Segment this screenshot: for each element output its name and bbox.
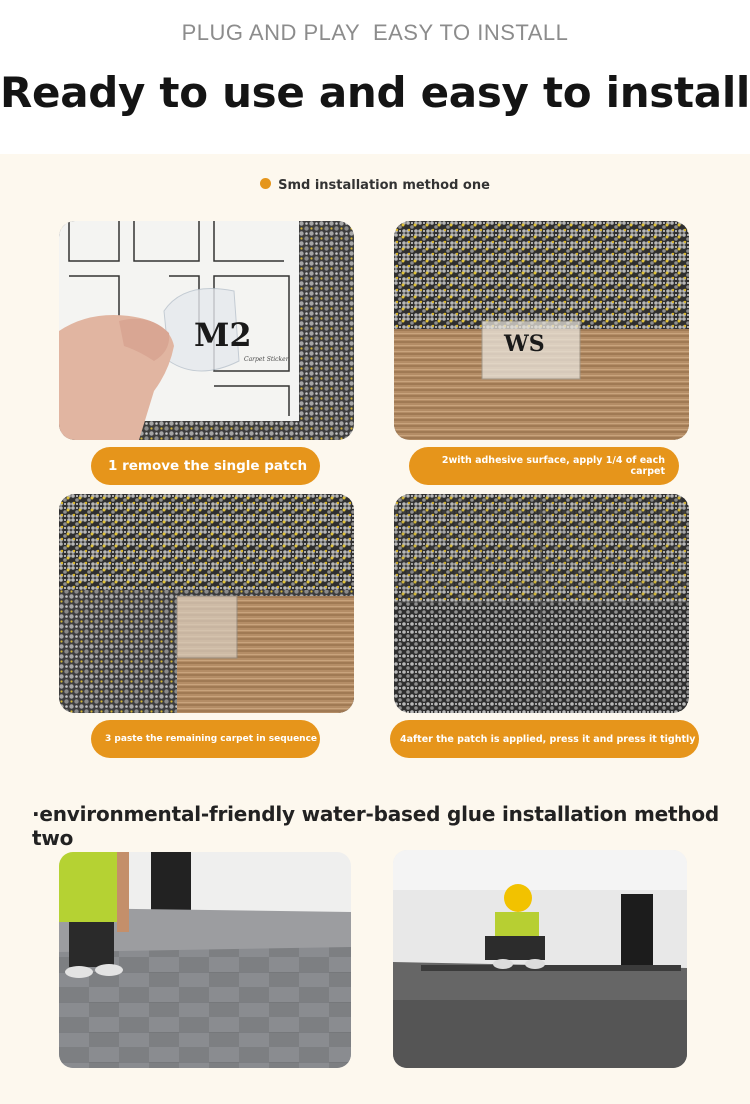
step4-photo [394, 494, 689, 713]
step3-label: 3 paste the remaining carpet in sequence [105, 734, 318, 744]
method-one-label: Smd installation method one [278, 178, 490, 193]
step2-label-pill [409, 447, 679, 485]
step1-photo [59, 221, 354, 440]
step2-photo [394, 221, 689, 440]
step3-photo [59, 494, 354, 713]
step3-label-pill [91, 720, 320, 758]
page-title: Ready to use and easy to install [0, 68, 750, 117]
sticker-small-text: Carpet Sticker [244, 356, 289, 363]
sticker-m2-text: M2 [194, 316, 252, 354]
method-two-heading: ·environmental-friendly water-based glue installation method two [32, 802, 720, 850]
sticker-ws-text: WS [504, 331, 545, 357]
step1-label-pill [91, 447, 320, 485]
glue-photo-left [59, 852, 351, 1068]
method-one-heading [0, 178, 750, 193]
step4-label: 4after the patch is applied, press it and press it tightly [400, 733, 696, 745]
step4-label-pill [390, 720, 699, 758]
glue-photo-right [393, 850, 687, 1068]
header-subtitle: PLUG AND PLAY EASY TO INSTALL [181, 20, 569, 45]
step2-label: 2with adhesive surface, apply 1/4 of each carpet [441, 455, 665, 477]
step1-label: 1 remove the single patch [108, 458, 308, 474]
bullet-dot-icon [260, 178, 271, 189]
